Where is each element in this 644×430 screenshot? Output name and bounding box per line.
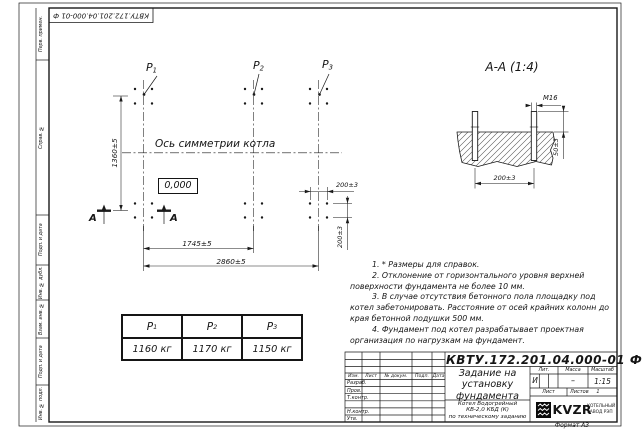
- top-stamp-doc-number: КВТУ.172.201.04.000-01 Ф: [53, 11, 149, 20]
- frame-label-perv-primen: Перв. примен.: [39, 16, 44, 53]
- mass-header: Масса: [565, 367, 581, 373]
- sheets-label: Листов: [570, 389, 589, 396]
- col-header-list: Лист: [365, 373, 377, 379]
- anchor-label-p3: $P_3$: [322, 58, 333, 72]
- note-1: 1. * Размеры для справок.: [372, 260, 480, 269]
- title-line-2: установку: [461, 379, 514, 390]
- product-line-2: КВ-2,0 КБД (К): [466, 407, 509, 414]
- anchor-load-table: [121, 314, 303, 361]
- col-header-dokum: № докум.: [384, 373, 408, 379]
- logo-abbr: KVZR: [552, 402, 592, 417]
- section-letter-right: А: [170, 213, 178, 224]
- note-3: 3. В случае отсутствия бетонного пола площадку под котел забетонировать. Расстояние от осей крайних колонн до края бетонной подушки 500 мм.: [350, 292, 609, 323]
- col-header-data: Дата: [432, 373, 445, 379]
- plan-centerlines: [122, 80, 342, 231]
- plan-dimensions: [113, 96, 354, 271]
- note-2: 2. Отклонение от горизонтального уровня верхней поверхности фундамента не более 10 мм.: [350, 270, 585, 291]
- dim-1745: 1745±5: [182, 239, 212, 248]
- sheets-value: 1: [596, 389, 600, 396]
- load-table-value-p3: 1150 кг: [242, 338, 302, 360]
- load-table-header-p2: P 2: [182, 315, 242, 338]
- sheet-label: Лист: [542, 389, 555, 396]
- plan-leaders: [143, 74, 329, 96]
- frame-label-podp-data-2: Подп. и дата: [39, 345, 44, 378]
- load-table-header-p3: P 3: [242, 315, 302, 338]
- dim-bolt-spacing-x: 200±3: [336, 181, 358, 189]
- kvzr-logo-icon: [536, 402, 551, 418]
- dim-2860: 2860±5: [216, 256, 246, 266]
- plan-section-marks: [97, 205, 171, 225]
- boiler-axis-label: Ось симметрии котла: [155, 138, 276, 150]
- frame-label-sprav-no: Справ. №: [39, 125, 44, 150]
- product-line-1: Котел Водогрейный: [457, 400, 518, 407]
- row-label-razrab: Разраб.: [347, 380, 367, 387]
- frame-label-vzam-inv: Взам. инв. №: [39, 302, 44, 336]
- row-label-utv: Утв.: [347, 415, 358, 422]
- frame-label-inv-podl: Инв. № подл.: [39, 386, 44, 421]
- thread-label-m16: М16: [543, 94, 558, 102]
- row-label-tkontr: Т.контр.: [347, 394, 369, 401]
- dim-bolt-spacing-y: 200±3: [336, 226, 344, 248]
- plan-bolt-points: [134, 88, 328, 219]
- notes-block: [350, 260, 616, 346]
- title-line-1: Задание на: [458, 367, 517, 379]
- lit-value: И: [532, 376, 538, 385]
- section-letter-left: А: [89, 213, 97, 224]
- frame-label-podp-data-1: Подп. и дата: [39, 223, 44, 257]
- scale-header: Масштаб: [591, 367, 614, 373]
- title-block-doc-number: КВТУ.172.201.04.000-01 Ф: [446, 352, 643, 367]
- note-4: 4. Фундамент под котел разрабатывает проектная организация по нагрузкам на фундамент.: [350, 324, 584, 345]
- anchor-label-p2: $P_2$: [253, 59, 264, 73]
- lit-header: Лит.: [538, 367, 550, 373]
- logo-caption-line-1: КОТЕЛЬНЫЙ: [587, 404, 616, 409]
- scale-value: 1:15: [594, 376, 611, 386]
- dim-section-200: 200±3: [493, 173, 516, 182]
- elevation-mark: 0,000: [158, 178, 198, 194]
- row-label-nkontr: Н.контр.: [347, 408, 370, 415]
- product-line-3: по техническому заданию: [448, 414, 527, 420]
- dim-1360: 1360±5: [110, 138, 119, 168]
- anchor-label-p1: $P_1$: [146, 61, 157, 75]
- section-title: А-А (1:4): [485, 60, 539, 74]
- logo-caption-line-2: ЗАВОД РЭП: [587, 409, 613, 415]
- format-label: Формат А3: [554, 422, 590, 429]
- mass-value: –: [571, 375, 575, 385]
- load-table-header-p1: P 1: [122, 315, 182, 338]
- load-table-value-p2: 1170 кг: [182, 338, 242, 360]
- dim-protrusion-50: 50±3: [551, 138, 560, 156]
- load-table-value-p1: 1160 кг: [122, 338, 182, 360]
- col-header-izm: Изм.: [348, 373, 359, 379]
- col-header-podp: Подп.: [415, 373, 429, 379]
- frame-label-inv-dubl: Инв. № дубл.: [39, 266, 44, 299]
- title-line-3: фундамента: [456, 390, 519, 402]
- row-label-prov: Пров.: [347, 387, 362, 394]
